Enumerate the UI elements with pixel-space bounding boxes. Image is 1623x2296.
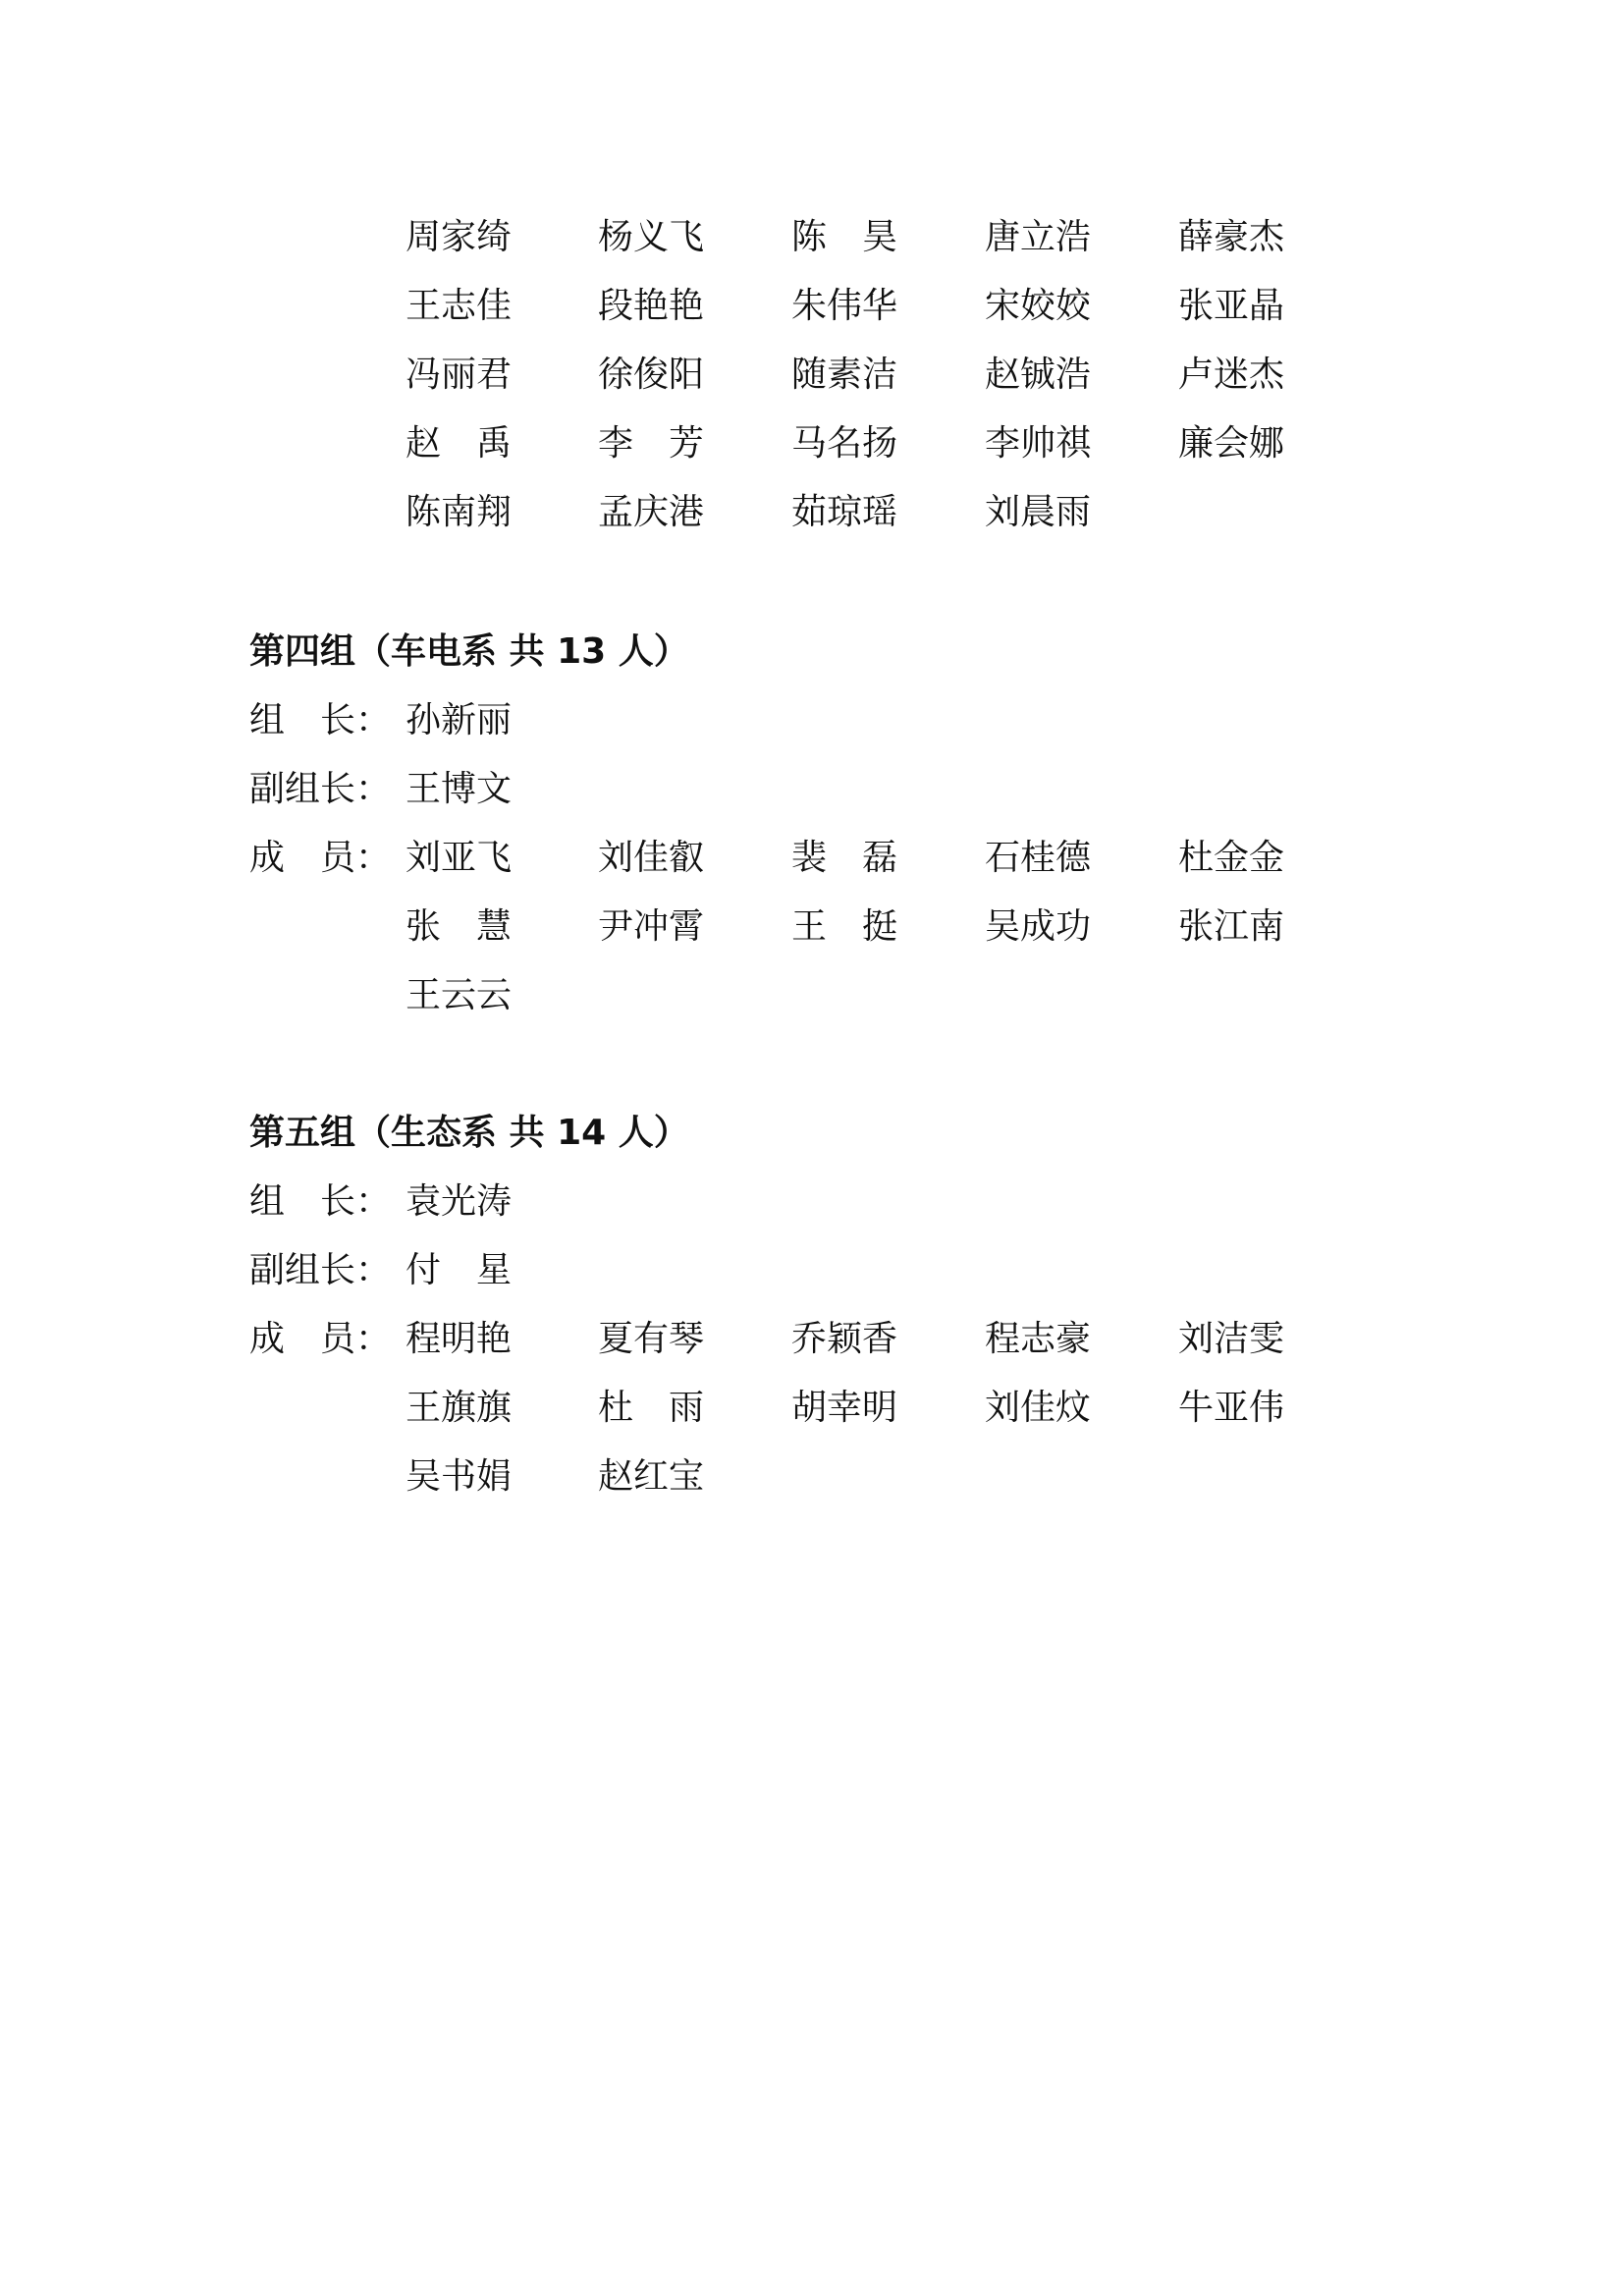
member-name: 李帅祺 — [985, 423, 1092, 464]
member-name: 随素洁 — [791, 355, 898, 395]
member-name: 张 慧 — [406, 906, 513, 947]
member-name: 薛豪杰 — [1178, 217, 1285, 257]
deputy-name: 付 星 — [406, 1250, 513, 1290]
member-name: 李 芳 — [598, 423, 705, 464]
member-name: 陈南翔 — [406, 492, 513, 532]
member-name: 茹琼瑶 — [791, 492, 898, 532]
group4-deputy-row — [0, 764, 1623, 815]
member-name: 王云云 — [406, 975, 513, 1015]
member-name: 卢迷杰 — [1178, 355, 1285, 395]
member-name: 石桂德 — [985, 838, 1092, 878]
leader-label: 组 长： — [249, 700, 392, 740]
member-name: 陈 昊 — [791, 217, 898, 257]
group5-leader-row — [0, 1176, 1623, 1228]
leader-name: 孙新丽 — [406, 700, 513, 740]
group5-heading: 第五组（生态系 共 14 人） — [249, 1113, 689, 1153]
member-name: 马名扬 — [791, 423, 898, 464]
member-name: 胡幸明 — [791, 1388, 898, 1428]
member-name: 张亚晶 — [1178, 286, 1285, 326]
group4-heading: 第四组（车电系 共 13 人） — [249, 631, 689, 672]
member-name: 刘佳叡 — [598, 838, 705, 878]
member-name: 夏有琴 — [598, 1319, 705, 1359]
member-name: 裴 磊 — [791, 838, 898, 878]
member-name: 赵铖浩 — [985, 355, 1092, 395]
member-name: 刘晨雨 — [985, 492, 1092, 532]
members-label: 成 员： — [249, 1319, 392, 1359]
member-name: 宋姣姣 — [985, 286, 1092, 326]
group4-member-row — [0, 970, 1623, 1021]
member-name: 廉会娜 — [1178, 423, 1285, 464]
member-name: 段艳艳 — [598, 286, 705, 326]
member-name: 杜 雨 — [598, 1388, 705, 1428]
member-name: 尹冲霄 — [598, 906, 705, 947]
group5-member-row — [0, 1451, 1623, 1503]
group5-member-row — [0, 1314, 1623, 1365]
member-name: 孟庆港 — [598, 492, 705, 532]
deputy-label: 副组长： — [249, 769, 392, 809]
member-name: 刘洁雯 — [1178, 1319, 1285, 1359]
member-name: 朱伟华 — [791, 286, 898, 326]
member-name: 刘佳炆 — [985, 1388, 1092, 1428]
member-name: 冯丽君 — [406, 355, 513, 395]
group3-member-row — [0, 350, 1623, 401]
members-label: 成 员： — [249, 838, 392, 878]
member-name: 王旗旗 — [406, 1388, 513, 1428]
member-name: 杜金金 — [1178, 838, 1285, 878]
member-name: 刘亚飞 — [406, 838, 513, 878]
member-name: 徐俊阳 — [598, 355, 705, 395]
group3-member-row — [0, 281, 1623, 332]
member-name: 杨义飞 — [598, 217, 705, 257]
group5-deputy-row — [0, 1245, 1623, 1296]
leader-label: 组 长： — [249, 1181, 392, 1222]
member-name: 王 挺 — [791, 906, 898, 947]
group3-member-row — [0, 487, 1623, 538]
member-name: 吴书娟 — [406, 1456, 513, 1497]
member-name: 唐立浩 — [985, 217, 1092, 257]
deputy-label: 副组长： — [249, 1250, 392, 1290]
member-name: 吴成功 — [985, 906, 1092, 947]
member-name: 赵 禹 — [406, 423, 513, 464]
member-name: 程明艳 — [406, 1319, 513, 1359]
member-name: 乔颖香 — [791, 1319, 898, 1359]
member-name: 程志豪 — [985, 1319, 1092, 1359]
group3-member-row — [0, 418, 1623, 469]
group4-member-row — [0, 833, 1623, 884]
group5-member-row — [0, 1383, 1623, 1434]
member-name: 周家绮 — [406, 217, 513, 257]
group4-leader-row — [0, 695, 1623, 746]
member-name: 王志佳 — [406, 286, 513, 326]
group4-member-row — [0, 902, 1623, 953]
group3-member-row — [0, 212, 1623, 263]
member-name: 牛亚伟 — [1178, 1388, 1285, 1428]
member-name: 赵红宝 — [598, 1456, 705, 1497]
member-name: 张江南 — [1178, 906, 1285, 947]
leader-name: 袁光涛 — [406, 1181, 513, 1222]
deputy-name: 王博文 — [406, 769, 513, 809]
